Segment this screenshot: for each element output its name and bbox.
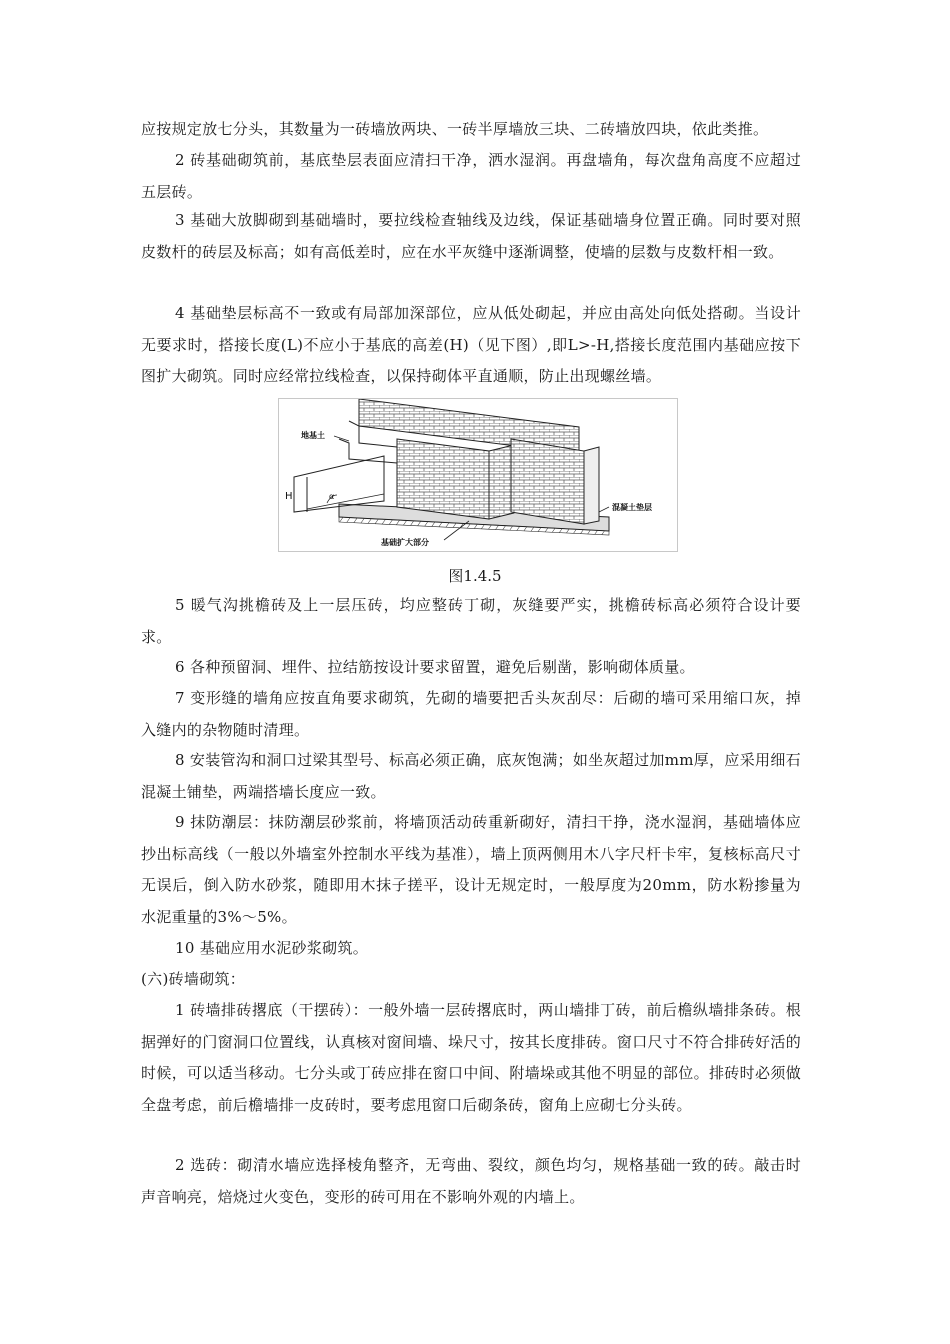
label-angle: α <box>329 492 335 501</box>
section-heading: (六)砖墙砌筑： <box>141 970 246 988</box>
paragraph-7: 7 变形缝的墙角应按直角要求砌筑，先砌的墙要把舌头灰刮尽：后砌的墙可采用缩口灰，掉入缝内的杂物随时清理。 <box>141 689 801 739</box>
paragraph-12: 2 选砖：砌清水墙应选择棱角整齐，无弯曲、裂纹，颜色均匀，规格基础一致的砖。敲击时声音响亮，焙烧过火变色，变形的砖可用在不影响外观的内墙上。 <box>141 1156 801 1206</box>
paragraph-2: 2 砖基础砌筑前，基底垫层表面应清扫干净，洒水湿润。再盘墙角，每次盘角高度不应超过五层砖。 <box>141 151 801 201</box>
foundation-figure <box>278 398 678 552</box>
label-foundation-soil: 地基土 <box>301 431 325 440</box>
paragraph-10: 10 基础应用水泥砂浆砌筑。 <box>175 939 369 957</box>
paragraph-1: 应按规定放七分头，其数量为一砖墙放两块、一砖半厚墙放三块、二砖墙放四块，依此类推。 <box>141 120 769 138</box>
paragraph-9: 9 抹防潮层：抹防潮层砂浆前，将墙顶活动砖重新砌好，清扫干挣，浇水湿润，基础墙体应抄出标高线（一般以外墙室外控制水平线为基准），墙上顶两侧用木八字尺杆卡牢，复核标高尺寸无误后，倒入防水砂浆，随即用木抹子搓平，设计无规定时，一般厚度为20mm，防水粉掺量为水泥重量的3%～5%。 <box>141 813 801 926</box>
figure-caption: 图1.4.5 <box>448 567 502 585</box>
paragraph-8: 8 安装管沟和洞口过梁其型号、标高必须正确，底灰饱满；如坐灰超过加mm厚，应采用细石混凝土铺垫，两端搭墙长度应一致。 <box>141 751 801 801</box>
foundation-diagram <box>279 399 677 551</box>
label-concrete-cushion: 混凝土垫层 <box>612 503 652 512</box>
paragraph-4: 4 基础垫层标高不一致或有局部加深部位，应从低处砌起，并应由高处向低处搭砌。当设计无要求时，搭接长度(L)不应小于基底的高差(H)（见下图）,即L>-H,搭接长度范围内基础应按下图扩大砌筑。同时应经常拉线检查，以保持砌体平直通顺，防止出现螺丝墙。 <box>141 304 801 385</box>
paragraph-6: 6 各种预留洞、埋件、拉结筋按设计要求留置，避免后剔凿，影响砌体质量。 <box>175 658 695 676</box>
paragraph-3: 3 基础大放脚砌到基础墙时，要拉线检查轴线及边线，保证基础墙身位置正确。同时要对照皮数杆的砖层及标高；如有高低差时，应在水平灰缝中逐渐调整，使墙的层数与皮数杆相一致。 <box>141 211 801 261</box>
label-enlarged-part: 基础扩大部分 <box>381 538 429 547</box>
paragraph-11: 1 砖墙排砖撂底（干摆砖）：一般外墙一层砖撂底时，两山墙排丁砖，前后檐纵墙排条砖。根据弹好的门窗洞口位置线，认真核对窗间墙、垛尺寸，按其长度排砖。窗口尺寸不符合排砖好活的时候，可以适当移动。七分头或丁砖应排在窗口中间、附墙垛或其他不明显的部位。排砖时必须做全盘考虑，前后檐墙排一皮砖时，要考虑甩窗口后砌条砖，窗角上应砌七分头砖。 <box>141 1001 801 1114</box>
label-height-h: H <box>285 491 293 502</box>
paragraph-5: 5 暖气沟挑檐砖及上一层压砖，均应整砖丁砌，灰缝要严实，挑檐砖标高必须符合设计要求。 <box>141 596 801 646</box>
